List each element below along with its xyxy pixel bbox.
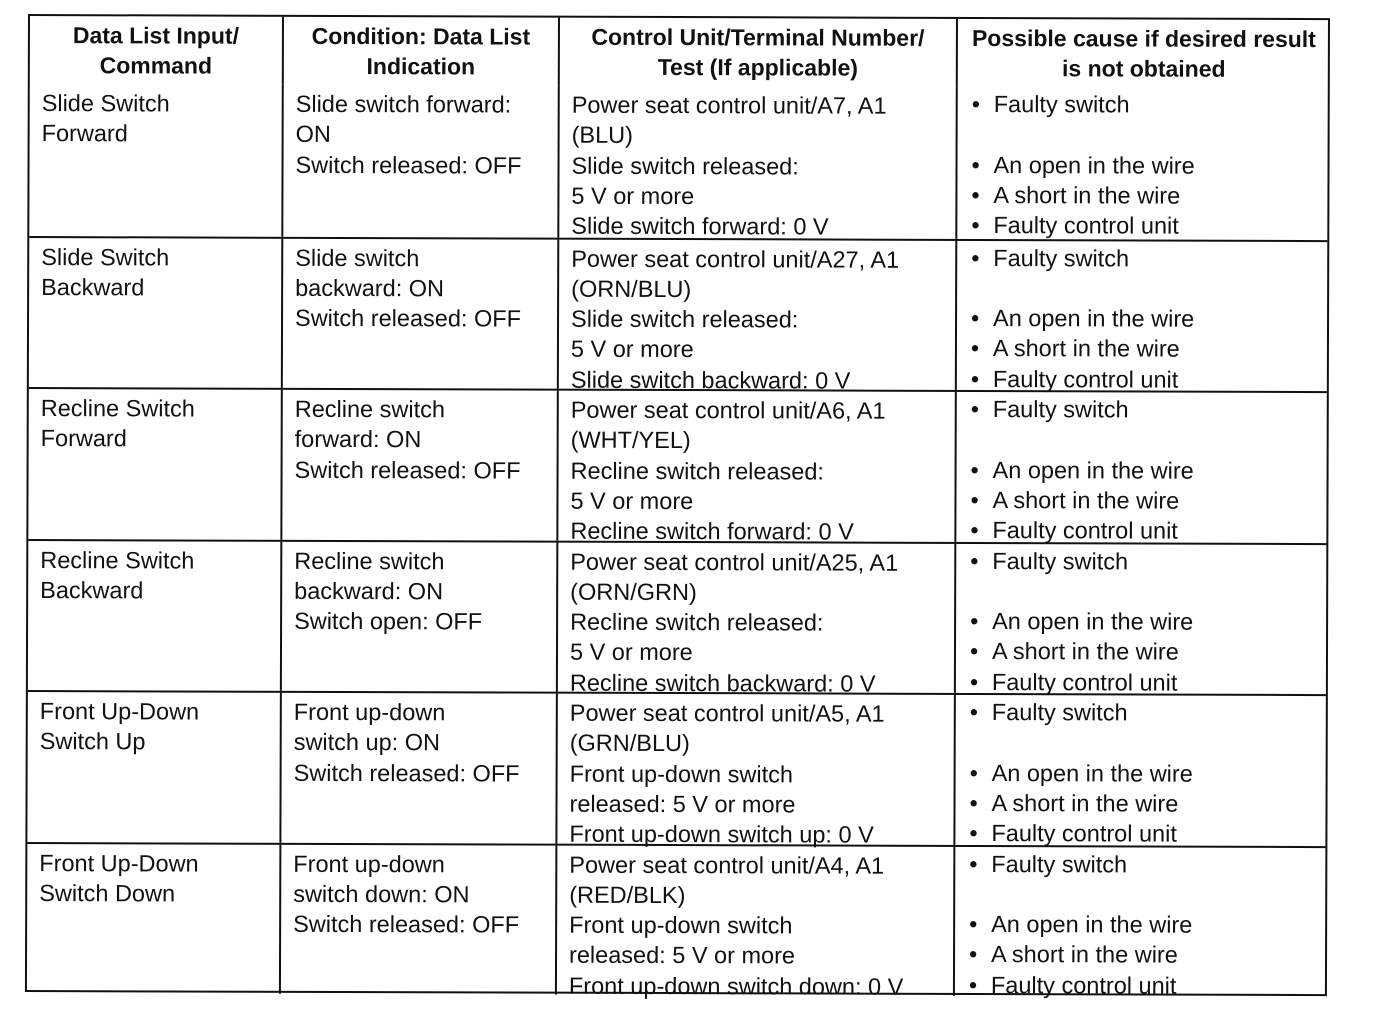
cause-list [956, 392, 1328, 547]
table-row [27, 690, 1325, 846]
cell-terminal-test: Power seat control unit/A4, A1 (RED/BLK) Front up-down switch released: 5 V or more Front up-down switch down: 0 V [555, 845, 953, 996]
cause-list-item [972, 89, 1330, 120]
table-row [27, 842, 1325, 998]
cause-text: Faulty switch [993, 91, 1130, 118]
cause-list-item [970, 697, 1328, 728]
table-row [29, 236, 1327, 392]
cause-list-item [969, 909, 1327, 940]
table-row [28, 539, 1326, 695]
cell-condition: Slide switch backward: ON Switch released: OFF [281, 238, 557, 388]
table-row [28, 387, 1326, 543]
cause-list [955, 695, 1327, 850]
cell-input-command: Slide Switch Backward [41, 243, 170, 301]
bullet-icon: • [971, 90, 980, 117]
cell-condition: Front up-down switch down: ON Switch released: OFF [279, 844, 555, 994]
header-terminal-test: Control Unit/Terminal Number/ Test (If applicable) [558, 18, 956, 87]
cell-terminal-test: Power seat control unit/A7, A1 (BLU) Slide switch released: 5 V or more Slide switch forward: 0 V [557, 86, 955, 239]
bullet-icon: • [969, 759, 978, 786]
cause-list [957, 240, 1329, 395]
cause-list-item [971, 303, 1329, 334]
cell-input-command: Slide Switch Forward [41, 90, 170, 147]
header-row [30, 16, 1328, 88]
header-condition: Condition: Data List Indication [282, 17, 558, 86]
cause-list-item [971, 180, 1329, 211]
cell-terminal-test: Power seat control unit/A5, A1 (GRN/BLU) Front up-down switch released: 5 V or more Front up-down switch up: 0 V [555, 694, 953, 845]
cause-list-item [969, 970, 1327, 1001]
bullet-icon: • [968, 971, 978, 998]
cause-text: An open in the wire [991, 911, 1193, 938]
bullet-icon: • [970, 395, 980, 422]
cause-list-item [969, 848, 1327, 879]
cell-terminal-test: Power seat control unit/A25, A1 (ORN/GRN) Recline switch released: 5 V or more Recline switch backward: 0 V [556, 542, 954, 693]
bullet-icon: • [970, 517, 979, 544]
cause-list-item [970, 606, 1328, 637]
cause-text: An open in the wire [992, 608, 1194, 635]
cell-input-command: Front Up-Down Switch Down [39, 849, 199, 907]
bullet-icon: • [971, 151, 980, 178]
cause-text: Faulty switch [993, 244, 1130, 271]
cause-text: Faulty control unit [992, 517, 1178, 544]
cause-text: An open in the wire [991, 759, 1193, 787]
cause-text: Faulty switch [992, 396, 1129, 423]
bullet-icon: • [970, 365, 980, 392]
header-input-command: Data List Input/ Command [72, 22, 240, 79]
bullet-icon: • [971, 305, 980, 332]
bullet-icon: • [969, 911, 978, 938]
cell-input-command: Recline Switch Forward [40, 395, 195, 452]
cause-text: Faulty control unit [991, 820, 1177, 847]
cause-text: An open in the wire [993, 151, 1195, 179]
cause-text: A short in the wire [991, 638, 1179, 666]
bullet-icon: • [971, 244, 980, 271]
bullet-icon: • [970, 456, 979, 483]
cell-terminal-test: Power seat control unit/A27, A1 (ORN/BLU) Slide switch released: 5 V or more Slide switch backward: 0 V [557, 239, 955, 390]
bullet-icon: • [969, 789, 978, 816]
cause-text: A short in the wire [991, 941, 1178, 969]
bullet-icon: • [969, 638, 979, 665]
cell-condition: Recline switch backward: ON Switch open: OFF [280, 541, 556, 691]
cause-list-item [971, 210, 1329, 241]
cause-text: Faulty control unit [990, 971, 1177, 999]
bullet-icon: • [969, 850, 978, 877]
cause-list-item [971, 242, 1329, 273]
cell-possible-cause [953, 846, 1327, 997]
cell-possible-cause [955, 240, 1329, 391]
cell-condition: Slide switch forward: ON Switch released: OFF [281, 85, 557, 237]
cell-input-command: Front Up-Down Switch Up [39, 698, 200, 755]
cause-text: An open in the wire [992, 456, 1194, 484]
cause-text: Faulty switch [992, 547, 1129, 574]
bullet-icon: • [969, 668, 979, 695]
cause-list-item [969, 939, 1327, 970]
bullet-icon: • [970, 335, 980, 362]
cause-list-item [970, 758, 1328, 789]
cause-list [956, 543, 1328, 698]
table-row [29, 84, 1327, 240]
cause-text: A short in the wire [992, 335, 1180, 363]
diagnostic-table [25, 14, 1330, 1000]
cause-text: A short in the wire [992, 486, 1180, 514]
cause-list-item [969, 788, 1327, 819]
cell-input-command: Recline Switch Backward [40, 546, 195, 604]
cause-list [955, 846, 1327, 1001]
cause-text: A short in the wire [991, 789, 1179, 817]
cell-terminal-test: Power seat control unit/A6, A1 (WHT/YEL) Recline switch released: 5 V or more Recline switch forward: 0 V [556, 391, 954, 542]
cell-possible-cause [955, 87, 1329, 240]
bullet-icon: • [970, 486, 979, 513]
cell-possible-cause [953, 695, 1327, 846]
bullet-icon: • [971, 181, 980, 208]
cause-list [957, 87, 1329, 242]
cause-list-item [971, 150, 1329, 181]
bullet-icon: • [970, 547, 979, 574]
header-possible-cause: Possible cause if desired result is not obtained [956, 19, 1330, 88]
cause-list-item [970, 636, 1328, 667]
cause-list-item [971, 394, 1329, 425]
cause-text: An open in the wire [993, 305, 1195, 332]
cause-text: Faulty switch [991, 699, 1128, 726]
cause-text: Faulty control unit [993, 212, 1179, 239]
bullet-icon: • [969, 698, 979, 725]
cause-list-item [971, 455, 1329, 486]
cause-list-item [970, 485, 1328, 516]
bullet-icon: • [969, 820, 978, 847]
cell-condition: Front up-down switch up: ON Switch released: OFF [279, 693, 555, 843]
cause-text: A short in the wire [993, 181, 1181, 209]
cell-possible-cause [954, 392, 1328, 543]
bullet-icon: • [970, 608, 979, 635]
cause-text: Faulty switch [991, 850, 1128, 877]
cause-text: Faulty control unit [991, 668, 1178, 696]
cell-possible-cause [954, 543, 1328, 694]
cause-list-item [970, 545, 1328, 576]
bullet-icon: • [971, 212, 980, 239]
cell-condition: Recline switch forward: ON Switch released: OFF [280, 390, 556, 540]
cause-list-item [971, 333, 1329, 364]
cause-text: Faulty control unit [992, 365, 1179, 393]
bullet-icon: • [969, 941, 978, 968]
